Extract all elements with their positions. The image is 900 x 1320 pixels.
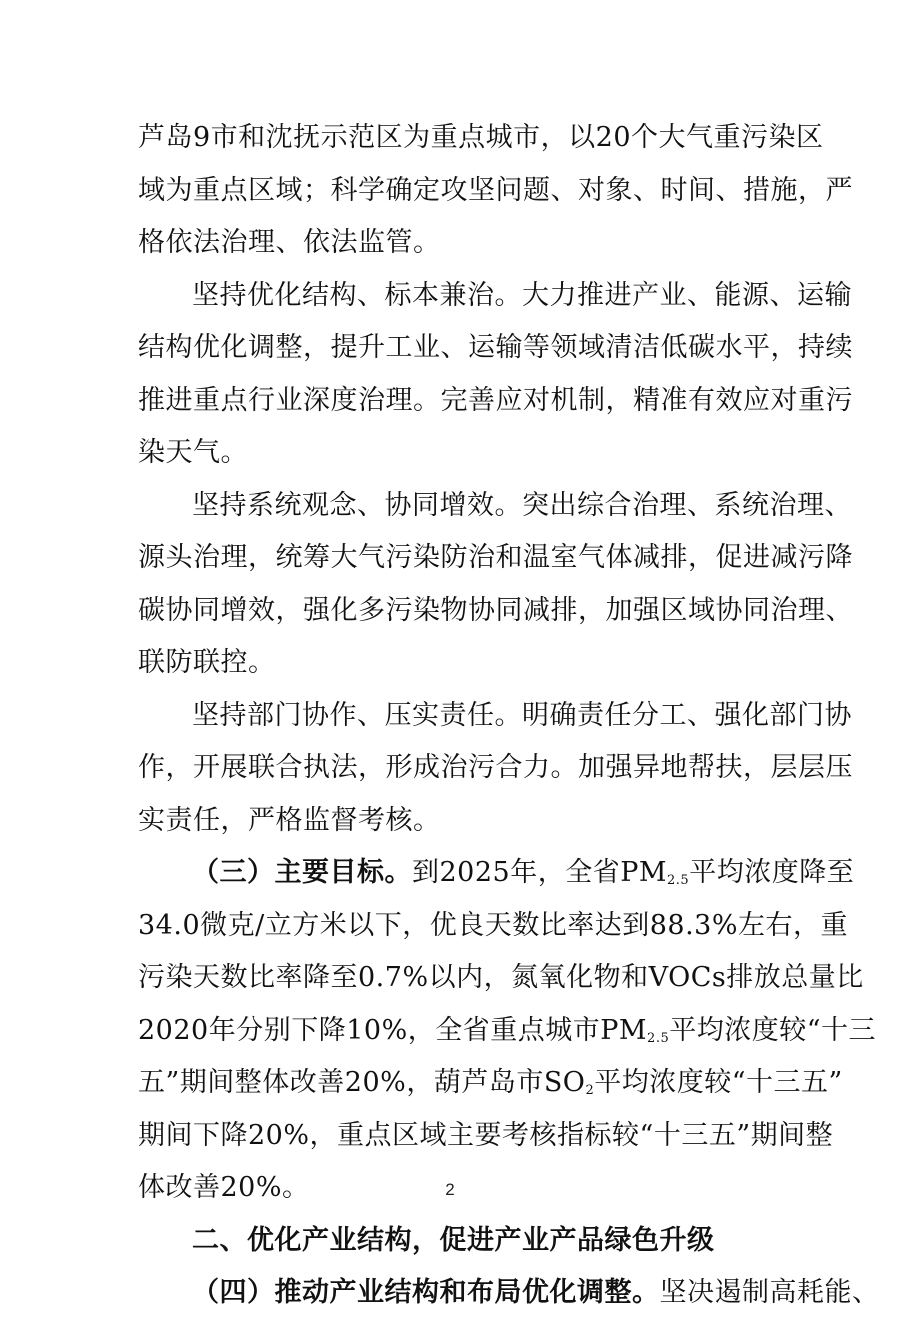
text-line: 实责任，严格监督考核。 [138, 804, 441, 836]
text-line [138, 1267, 880, 1320]
subscript: 2 [585, 1083, 595, 1098]
text-line: 坚持部门协作、压实责任。明确责任分工、强化部门协 [192, 699, 852, 731]
text-line: 作，开展联合执法，形成治污合力。加强异地帮扶，层层压 [138, 752, 853, 783]
text-line: 34.0微克/立方米以下，优良天数比率达到88.3%左右，重 [138, 909, 848, 941]
subsection-heading: （三）主要目标。 [192, 857, 412, 888]
text-span: 到2025年，全省PM [412, 857, 668, 888]
text-line: 体改善20%。 [138, 1172, 310, 1203]
text-span: 坚决遏制高耗能、 [659, 1277, 880, 1308]
text-line: 源头治理，统筹大气污染防治和温室气体减排，促进减污降 [138, 542, 853, 573]
subsection-heading: （四）推动产业结构和布局优化调整。 [192, 1277, 660, 1308]
text-line: 域为重点区域；科学确定攻坚问题、对象、时间、措施，严 [138, 174, 853, 206]
text-line [138, 1057, 843, 1110]
text-span: 平均浓度降至 [689, 857, 855, 888]
text-span: 五”期间整体改善20%，葫芦岛市SO [138, 1067, 586, 1098]
text-line: 污染天数比率降至0.7%以内，氮氧化物和VOCs排放总量比 [138, 962, 864, 993]
text-span: 2020年分别下降10%，全省重点城市PM [138, 1014, 648, 1046]
text-line: 格依法治理、依法监管。 [138, 227, 441, 258]
page-number: 2 [445, 1180, 455, 1199]
text-line: 坚持系统观念、协同增效。突出综合治理、系统治理、 [192, 489, 852, 521]
text-line: 推进重点行业深度治理。完善应对机制，精准有效应对重污 [138, 384, 853, 416]
text-line [138, 847, 855, 900]
text-line: 期间下降20%，重点区域主要考核指标较“十三五”期间整 [138, 1119, 834, 1151]
subscript: 2.5 [667, 873, 690, 888]
text-line: 结构优化调整，提升工业、运输等领域清洁低碳水平，持续 [138, 332, 853, 363]
text-line: 坚持优化结构、标本兼治。大力推进产业、能源、运输 [192, 279, 852, 311]
section-heading: 二、优化产业结构，促进产业产品绿色升级 [192, 1224, 715, 1256]
text-line [138, 1005, 877, 1058]
text-line: 芦岛9市和沈抚示范区为重点城市，以20个大气重污染区 [138, 122, 824, 153]
text-line: 染天气。 [138, 437, 248, 468]
text-line: 联防联控。 [138, 647, 276, 678]
subscript: 2.5 [647, 1030, 670, 1046]
text-line: 碳协同增效，强化多污染物协同减排，加强区域协同治理、 [138, 594, 853, 626]
text-span: 平均浓度较“十三五” [594, 1067, 843, 1098]
text-span: 平均浓度较“十三 [669, 1014, 877, 1046]
body-text [138, 112, 880, 1320]
